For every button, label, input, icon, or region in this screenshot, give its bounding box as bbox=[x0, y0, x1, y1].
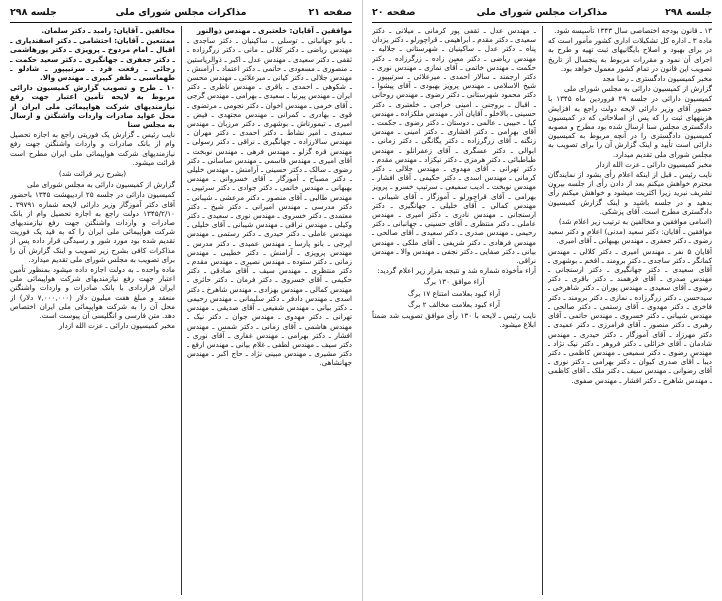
left-page-column-left bbox=[10, 26, 175, 597]
paragraph: موافقین ـ آقایان: دکتر سعید (مدنی) اعلام و دکتر سعید رضوی ـ دکتر جعفری ـ مهندس بهبهانی ـ آقای امیری. bbox=[548, 227, 712, 246]
left-page-number: صفحه ۲۱ bbox=[308, 7, 352, 18]
paragraph: ـ بانو جهانبانی ـ توسلی ـ ساکینیان ـ دکتر ساجدی ـ مهندس ریاضی ـ دکتر کلالی ـ مانی ـ دکتر زرگرزاده ـ ثقفی ـ دکتر سعیدی ـ مهندس عدل ـ اکبر ـ ذوالریاستین ـ منصوری ـ مسعودی ـ حاتمی ـ دکتر اعتماد ـ آرامنش ـ مهندس جلالی ـ دکتر کیانی ـ میرعلائی ـ مهندس محسن ـ شکوهی ـ احمدی ـ باقری ـ مهندس ناظری ـ دکتر ایران ـ مهندس پیرنیا ـ سعیدی ـ بهرامی ـ مهندس گرجی ـ آقای خرمی ـ مهندس اخوان ـ دکتر نجومی ـ مرتضوی ـ قوی ـ بهادری ـ کمرانی ـ مهندس مجتهدی ـ فیض ـ امیری ـ تیمورتاش ـ بوشهری ـ دکتر مرزبان ـ مهندس سعیدی ـ امیر نشاط ـ دکتر احمدی ـ دکتر مهران ـ مهندس سالارزاده ـ جهانگیری ـ نراقی ـ دکتر رسولی ـ مهندس قره گزلو ـ مهندس فرهی ـ مهندس نوبخت ـ آقای امیری ـ مهندس قاسمی ـ مهندس ساسانی ـ دکتر رضوی ـ سالک ـ دکتر حسینی ـ آرامنش ـ مهندس خلیلی ـ دکتر مصباح ـ آموزگار ـ آقای خسروانی ـ مهندس بهبهانی ـ مهندس خاتمی ـ دکتر جوادی ـ دکتر سرتیپی ـ مهندس طالبی ـ آقای منصور ـ دکتر مرعشی ـ شیبانی ـ دکتر مدرسی ـ مهندس امیرانی ـ دکتر شیخ ـ دکتر معتمدی ـ دکتر خسروی ـ مهندس نوری ـ سعیدی ـ دکتر وکیلی ـ مهندس نراقی ـ مهندس شیبانی ـ آقای خلیلی ـ مهندس عاملی ـ دکتر حیدری ـ دکتر رستمی ـ مهندس ایرجی ـ بانو پارسا ـ مهندس عمیدی ـ دکتر مدرس ـ مهندس پرویزی ـ آرامنش ـ دکتر خطیبی ـ مهندس زمانی ـ دکتر ستوده ـ مهندس نصیری ـ مهندس مقدم ـ دکتر منتظری ـ مهندس سیف ـ آقای صادقی ـ دکتر حکیمی ـ آقای خسروی ـ دکتر فرمان ـ دکتر حائری ـ مهندس کمالی ـ مهندس بهزادی ـ مهندس شاهرخ ـ دکتر اسدی ـ مهندس دادفر ـ دکتر سلیمانی ـ مهندس رحیمی ـ دکتر بیانی ـ مهندس شفیعی ـ آقای صدیقی ـ مهندس تهرانی ـ دکتر مهدوی ـ مهندس جوان ـ دکتر نیک ـ مهندس هاشمی ـ آقای زمانی ـ دکتر شمس ـ مهندس افشار ـ دکتر بهرامی ـ مهندس غفاری ـ آقای نوری ـ دکتر سیف ـ مهندس لطفی ـ غلام بیانی ـ مهندس ارفع ـ دکتر مشیری ـ مهندس مبینی نژاد ـ حاج اکبر ـ مهندس جهانشاهی. bbox=[187, 36, 352, 368]
paragraph: ـ مهندس عدل ـ ثقفی پور کرمانی ـ میلانی ـ دکتر سعیدی ـ دکتر مقدم ـ ابراهیمی ـ قراچورلو ـ دکتر یزدان پناه ـ دکتر عدل ـ ساکینیان ـ شهرستانی ـ جلالیه ـ مهندس ریاضی ـ دکتر معین زاده ـ زرگرزاده ـ دکتر حکمت ـ مهندس خاتمی ـ آقای نمازی ـ مهندس نوری ـ دکتر ارجمند ـ سالار احمدی ـ میرعلائی ـ سرتیپپور ـ شیخ الاسلامی ـ مهندس پرویز بهبودی ـ آقای پیشوا ـ دکتر محمود شهرستانی ـ دکتر رضوی ـ مهندس روحانی ـ اقبال ـ بروجنی ـ امینی خراجی ـ خلعتبری ـ دکتر حسینی ـ بالاخلو ـ آقایان آذر ـ مهندس ملکزاده ـ مهندس کیا ـ حبیبی ـ عالمی ـ دوستان ـ دکتر رضوی ـ حکمت ـ آقای بهرامی ـ دکتر افشاری ـ دکتر امینی ـ مهندس زنگنه ـ آقای زرگرزاده ـ دکتر یگانگی ـ دکتر زمانی ـ ابوالی ـ دکتر عسگری ـ آقای زعفرانلو ـ مهندس طباطبائی ـ دکتر هرمزی ـ دکتر نیکزاد ـ مهندس مقدم ـ دکتر تهرانی ـ آقای مهدوی ـ مهندس جلالی ـ دکتر کرمانی ـ مهندس اسدی ـ دکتر حکیمی ـ آقای افشار ـ مهندس نوبخت ـ ادیب سمیعی ـ سرتیپ خسرو ـ پرویز بهرامی ـ آقای قراچورلو ـ آموزگار ـ آقای شیبانی ـ مهندس کمالی ـ آقای خلیلی ـ جهانگیری ـ دکتر ارسنجانی ـ مهندس نادری ـ دکتر امیری ـ مهندس عاملی ـ دکتر منتظری ـ آقای حسینی ـ جهانبانی ـ دکتر رحیمی ـ مهندس صدری ـ دکتر سعیدی ـ آقای صالحی ـ مهندس فرهادی ـ دکتر شریفی ـ آقای ملکی ـ مهندس بیانی ـ دکتر صفایی ـ دکتر نجفی ـ مهندس والا ـ مهندس نراقی. bbox=[372, 26, 536, 266]
right-page-number: صفحه ۲۰ bbox=[372, 7, 416, 18]
paragraph: مخبر کمیسیون دارائی ـ عزت الله ازدار bbox=[59, 321, 175, 331]
paragraph: مخالفین ـ آقایان: رامبد ـ دکتر سلمان. bbox=[41, 26, 175, 35]
paragraph: آراء کبود بعلامت مخالف ۲ برگ bbox=[407, 299, 501, 309]
paragraph: نایب رئیس ـ لایحه با ۱۳۰ رأی موافق تصویب شد ضمناً ابلاغ میشود. bbox=[372, 311, 536, 330]
right-page-session: جلسه ۲۹۸ bbox=[665, 7, 712, 18]
paragraph: آقایان ۵ نفر ـ مهندس امیری ـ دکتر کلالی ـ مهندس کمانگر ـ دکتر ساجدی ـ دکتر برومند ـ افخم ـ بوشهری ـ آقای سعیدی ـ دکتر جهانگیری ـ دکتر ارسنجانی ـ مهندس صدری ـ آقای فرهمند ـ دکتر باقری ـ دکتر رضوی ـ آقای سعیدی ـ مهندس پوران ـ دکتر شاهرخی ـ سیدحسن ـ دکتر زرگرزاده ـ نمازی ـ دکتر برومند ـ دکتر فاخری ـ دکتر مهدوی ـ آقای رستمی ـ دکتر صالحی ـ مهندس شیبانی ـ دکتر خسروی ـ مهندس حاتمی ـ آقای رهبری ـ دکتر منصور ـ آقای فرامرزی ـ دکتر عمیدی ـ دکتر مهرزاد ـ آقای آموزگار ـ دکتر حیدری ـ مهندس شادمان ـ آقای خزائلی ـ دکتر فروهر ـ دکتر نیک نژاد ـ مهندس رضوی ـ دکتر سمیعی ـ مهندس کاظمی ـ دکتر دیبا ـ آقای صدری کیوان ـ دکتر بهرامی ـ دکتر نوری ـ آقای رضوانی ـ مهندس سیف ـ دکتر ملک ـ آقای کاظمی ـ مهندس شاهرخ ـ دکتر افشار ـ مهندس صفوی. bbox=[548, 246, 712, 385]
paragraph: مخبر کمیسیون دارائی ـ عزت الله ازدار bbox=[596, 159, 712, 169]
paragraph: ماده واحده ـ به دولت اجازه داده میشود بمنظور تأمین اعتبار جهت رفع نیازمندیهای شرکت هواپیمائی ملی ایران قراردادی با بانک صادرات و واردات واشنگتن منعقد و مبلغ هفت میلیون دلار (۷,۰۰۰,۰۰۰ دلار) از محل آن را به شرکت هواپیمائی ملی ایران اختصاص دهد. متن فارسی و انگلیسی آن پیوست است. bbox=[10, 265, 175, 321]
paragraph: (اسامی موافقین و مخالفین به ترتیب زیر اعلام شد) bbox=[558, 217, 712, 227]
paragraph: نایب رئیس ـ قبل از اینکه اعلام رأی بشود از نمایندگان محترم خواهش میکنم بعد از دادن رأی از جلسه بیرون تشریف نبرید زیرا اکثریت میشود و خواهش میکنم رأی بدهید و در جلسه باشید و اینک گزارش کمیسیون دادگستری مطرح است. آقای پزشکی. bbox=[548, 170, 712, 216]
right-page bbox=[362, 0, 722, 601]
paragraph: گزارش از کمیسیون دارائی به مجلس شورای ملی bbox=[26, 180, 175, 190]
right-page-column-left bbox=[372, 26, 536, 597]
right-page-title: مذاکرات مجلس شورای ملی bbox=[476, 7, 608, 18]
right-page-column-right bbox=[548, 26, 712, 597]
left-page-title: مذاکرات مجلس شورای ملی bbox=[115, 7, 247, 18]
left-page-column-right bbox=[187, 26, 352, 597]
paragraph: مخبر کمیسیون دادگستری ـ رضا مجد bbox=[602, 74, 712, 84]
paragraph: ماده ۳ ـ اداره کل تشکیلات اداری کشور مأمور است که در برای بهبود و اصلاح بایگانیهای ثبت تهیه و طرح به اجرای آن نمود و مقررات مربوط به پنجسال از تاریخ تصویب این قانون در تمام کشور معمول خواهد بود. bbox=[548, 36, 712, 73]
paragraph: کمیسیون دارائی در جلسه ۲۹ فروردین ماه ۱۳۴۵ با حضور آقای وزیر دارائی لایحه دولت راجع به افزایش هزینههای ثبت را که پس از اصلاحاتی که در کمیسیون دادگستری مجلس سنا ارسال شده بود مطرح و مصوبه کمیسیون دادگستری را در آنچه مربوط به کمیسیون دارائی است تأیید و اینک گزارش آن را برای تصویب به مجلس شورای ملی تقدیم میدارد. bbox=[548, 94, 712, 159]
paragraph: آراء موافق ۱۳۰ برگ bbox=[423, 277, 485, 287]
paragraph: موافقین ـ آقایان: خلعتبری ـ مهندس ذوالنور bbox=[196, 26, 352, 35]
left-page-session: جلسه ۲۹۸ bbox=[10, 7, 57, 18]
right-page-header bbox=[372, 4, 712, 23]
paragraph: نایب رئیس ـ گزارش یک فوریتی راجع به اجازه تحصیل وام از بانک صادرات و واردات واشنگتن جهت رفع نیازمندیهای شرکت هواپیمائی ملی ایران مطرح است قرائت میشود. bbox=[10, 130, 175, 167]
paragraph: گزارش از کمیسیون دارائی به مجلس شورای ملی bbox=[563, 84, 712, 94]
paragraph: آراء مأخوذه شماره شد و نتیجه بقرار زیر اعلام گردید: bbox=[377, 266, 536, 276]
right-page-column-divider bbox=[542, 26, 543, 595]
left-page-column-divider bbox=[181, 26, 182, 595]
paragraph: ۱۰ ـ طرح و تصویب گزارش کمیسیون دارائی مربوط به لایحه تأمین اعتبار جهت رفع نیازمندیهای شرکت هواپیمائی ملی ایران از محل عواید صادرات واردات واشنگتن و ارسال به مجلس سنا bbox=[10, 83, 175, 130]
left-page-header bbox=[10, 4, 352, 23]
paragraph: (بشرح زیر قرائت شد) bbox=[58, 169, 127, 179]
paragraph: ۱۳ ـ قانون بودجه اختصاصی سال ۱۳۴۳ تأسیسه شود. bbox=[554, 26, 712, 35]
paragraph: آراء کبود بعلامت امتناع ۱۷ برگ bbox=[407, 288, 501, 298]
paragraph: ممتنعین ـ آقایان: احتشامی ـ دکتر اسفندیاری ـ اقبال ـ امام مردوخ ـ پرویزی ـ دکتر پورهاشمی ـ دکتر جعفری ـ جهانگیری ـ دکتر سعید حکمت ـ رجائی ـ رفعت فرد ـ سرتیپپور ـ شادلو ـ طهماسبی ـ ظفر کبیری ـ مهندس والا. bbox=[10, 36, 175, 83]
paragraph: کمیسیون دارائی در جلسه ۲۵ اردیبهشت ۱۳۴۵ باحضور آقای دکتر آموزگار وزیر دارائی لایحه شماره ۳۹۷۹۱ ـ ۱۳۴۵/۲/۱۰ دولت راجع به اجازه تحصیل وام از بانک صادرات و واردات واشنگتن جهت رفع نیازمندیهای شرکت هواپیمائی ملی ایران را که به قید یک فوریت تقدیم شده بود مورد شور و رسیدگی قرار داده پس از مذاکرات کافی بشرح زیر تصویب و اینک گزارش آن را برای تصویب به مجلس شورای ملی تقدیم میدارد. bbox=[10, 190, 175, 264]
